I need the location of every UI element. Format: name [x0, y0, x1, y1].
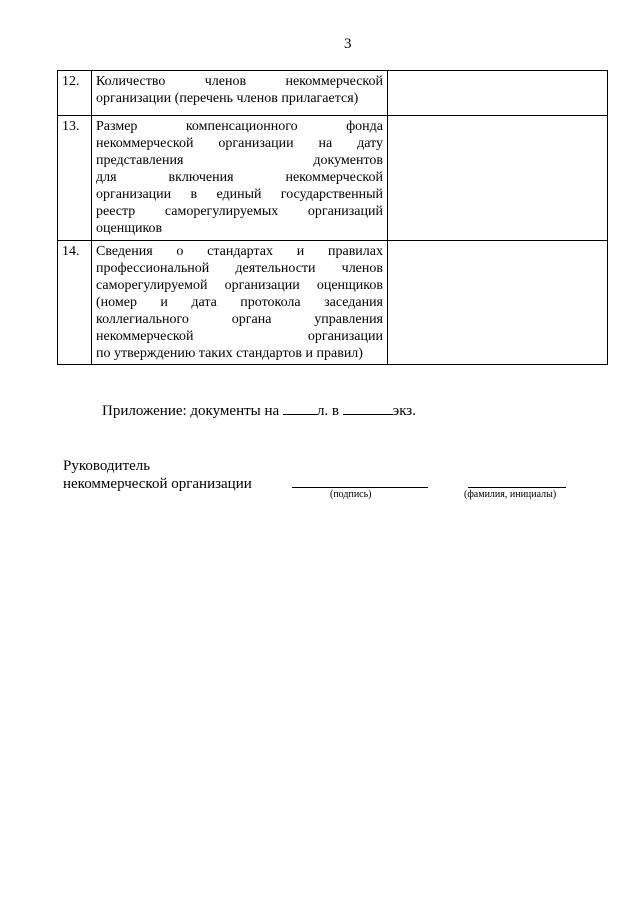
- attachment-prefix: Приложение: документы на: [102, 403, 280, 419]
- row-value-cell[interactable]: [388, 241, 608, 365]
- signer-title-line: некоммерческой организации: [63, 476, 252, 492]
- row-description: [92, 241, 388, 365]
- table-row: [58, 71, 608, 116]
- table-row: [58, 116, 608, 241]
- row-line: некоммерческой организации на дату: [96, 136, 383, 151]
- row-line: саморегулируемой организации оценщиков: [96, 278, 383, 293]
- table-row: [58, 241, 608, 365]
- row-line: оценщиков: [96, 221, 163, 236]
- row-value-cell[interactable]: [388, 116, 608, 241]
- row-line: некоммерческой организации: [96, 329, 383, 344]
- signer-title-line: Руководитель: [63, 458, 151, 474]
- row-line: реестр саморегулируемых организаций: [96, 204, 383, 219]
- row-number: 14.: [58, 241, 92, 365]
- row-line: организации в единый государственный: [96, 187, 383, 202]
- attachment-middle: л. в: [316, 403, 340, 419]
- row-number: 12.: [58, 71, 92, 116]
- signature-line[interactable]: [292, 487, 428, 488]
- sheets-blank[interactable]: [283, 402, 317, 415]
- attachment-suffix: экз.: [392, 403, 416, 419]
- row-line: Сведения о стандартах и правилах: [96, 244, 383, 259]
- form-table: [57, 70, 608, 365]
- attachment-line: [102, 402, 416, 420]
- row-description: [92, 116, 388, 241]
- signature-caption: (подпись): [330, 489, 372, 500]
- row-line: коллегиального органа управления: [96, 312, 383, 327]
- row-line: Количество членов некоммерческой: [96, 74, 383, 89]
- row-number: 13.: [58, 116, 92, 241]
- row-line: профессиональной деятельности членов: [96, 261, 383, 276]
- row-line: (номер и дата протокола заседания: [96, 295, 383, 310]
- row-line: организации (перечень членов прилагается): [96, 91, 359, 106]
- copies-blank[interactable]: [343, 402, 393, 415]
- name-line[interactable]: [468, 487, 566, 488]
- row-line: представления документов: [96, 153, 383, 168]
- page-number: 3: [344, 36, 352, 52]
- signer-title: [63, 457, 252, 493]
- row-line: по утверждению таких стандартов и правил): [96, 346, 363, 361]
- row-value-cell[interactable]: [388, 71, 608, 116]
- name-caption: (фамилия, инициалы): [464, 489, 557, 500]
- row-line: Размер компенсационного фонда: [96, 119, 383, 134]
- row-description: [92, 71, 388, 116]
- row-line: для включения некоммерческой: [96, 170, 383, 185]
